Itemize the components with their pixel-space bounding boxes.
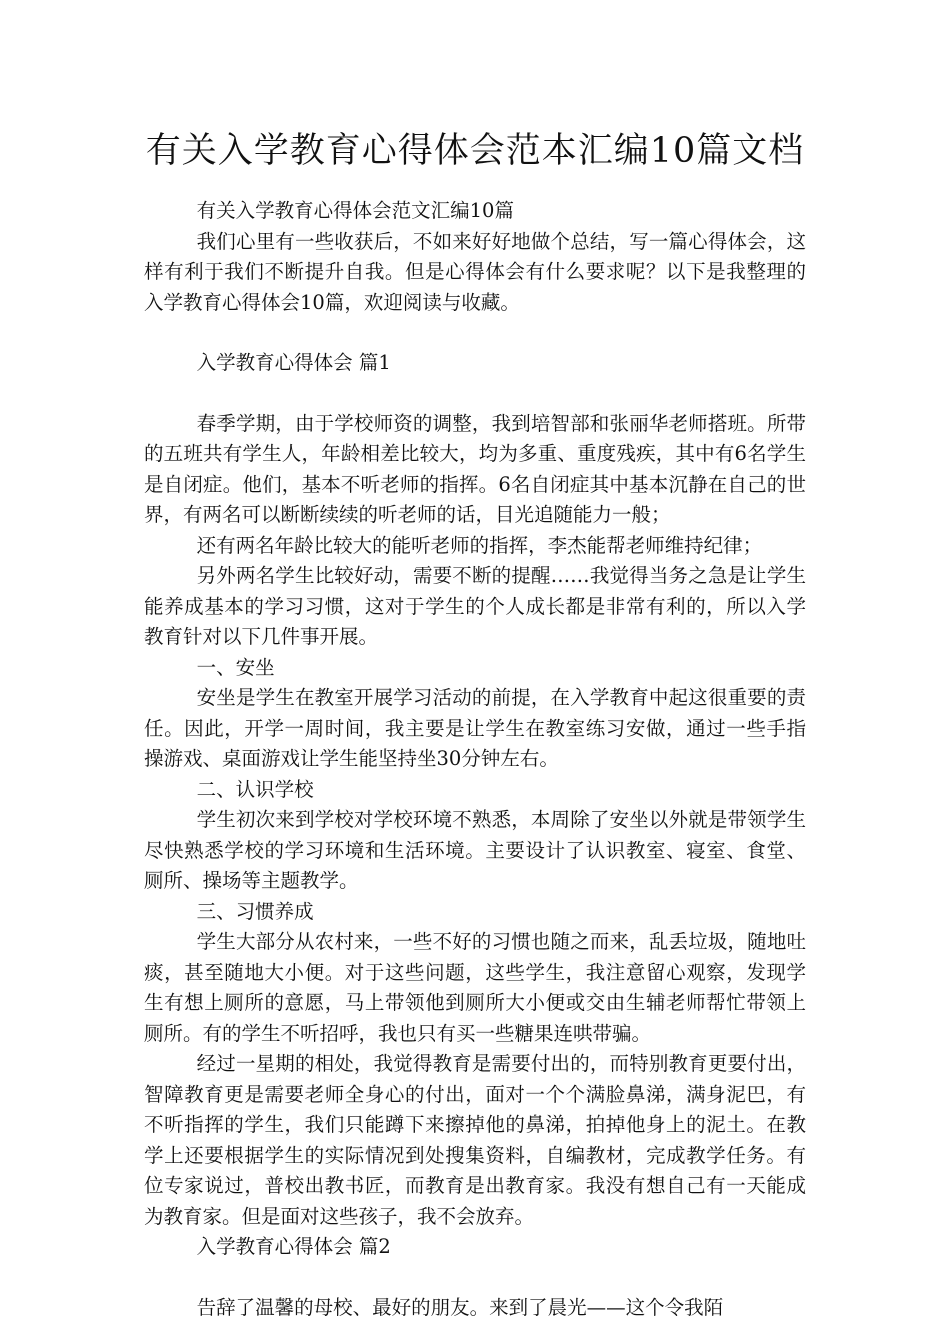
subheading-know-school: 二、认识学校 xyxy=(196,777,314,801)
body-paragraph: 春季学期，由于学校师资的调整，我到培智部和张丽华老师搭班。所带的五班共有学生人，年龄相差比较大，均为多重、重度残疾，其中有6名学生是自闭症。他们，基本不听老师的指挥。6名自闭症其中基本沉静在自己的世界，有两名可以断断续续的听老师的话，目光追随能力一般； xyxy=(144,411,806,526)
section-heading-2: 入学教育心得体会 篇2 xyxy=(196,1235,391,1258)
body-paragraph: 另外两名学生比较好动，需要不断的提醒……我觉得当务之急是让学生能养成基本的学习习惯，这对于学生的个人成长都是非常有利的，所以入学教育针对以下几件事开展。 xyxy=(144,564,806,648)
document-body xyxy=(144,196,806,1323)
body-paragraph: 学生大部分从农村来，一些不好的习惯也随之而来，乱丢垃圾，随地吐痰，甚至随地大小便。对于这些问题，这些学生，我注意留心观察，发现学生有想上厕所的意愿，马上带领他到厕所大小便或交由生辅老师帮忙带领上厕所。有的学生不听招呼，我也只有买一些糖果连哄带骗。 xyxy=(144,930,806,1045)
subheading-safety: 一、安坐 xyxy=(196,655,275,679)
body-paragraph: 学生初次来到学校对学校环境不熟悉，本周除了安坐以外就是带领学生尽快熟悉学校的学习环境和生活环境。主要设计了认识教室、寝室、食堂、厕所、操场等主题教学。 xyxy=(144,808,806,892)
document-title: 有关入学教育心得体会范本汇编10篇文档 xyxy=(145,131,805,171)
subheading-habits: 三、习惯养成 xyxy=(196,899,314,923)
body-paragraph: 安坐是学生在教室开展学习活动的前提，在入学教育中起这很重要的责任。因此，开学一周时间，我主要是让学生在教室练习安做，通过一些手指操游戏、桌面游戏让学生能坚持坐30分钟左右。 xyxy=(144,686,806,770)
intro-paragraph: 我们心里有一些收获后，不如来好好地做个总结，写一篇心得体会，这样有利于我们不断提升自我。但是心得体会有什么要求呢？以下是我整理的入学教育心得体会10篇，欢迎阅读与收藏。 xyxy=(144,229,806,314)
body-paragraph: 告辞了温馨的母校、最好的朋友。来到了晨光——这个令我陌 xyxy=(196,1295,724,1319)
body-paragraph: 还有两名年龄比较大的能听老师的指挥，李杰能帮老师维持纪律； xyxy=(196,533,763,557)
body-paragraph: 经过一星期的相处，我觉得教育是需要付出的，而特别教育更要付出，智障教育更是需要老师全身心的付出，面对一个个满脸鼻涕，满身泥巴，有不听指挥的学生，我们只能蹲下来擦掉他的鼻涕，拍掉他身上的泥土。在教学上还要根据学生的实际情况到处搜集资料，自编教材，完成教学任务。有位专家说过，普校出教书匠，而教育是出教育家。我没有想自己有一天能成为教育家。但是面对这些孩子，我不会放弃。 xyxy=(144,1052,806,1228)
subtitle-paragraph: 有关入学教育心得体会范文汇编10篇 xyxy=(196,199,514,222)
section-heading-1: 入学教育心得体会 篇1 xyxy=(196,351,391,374)
